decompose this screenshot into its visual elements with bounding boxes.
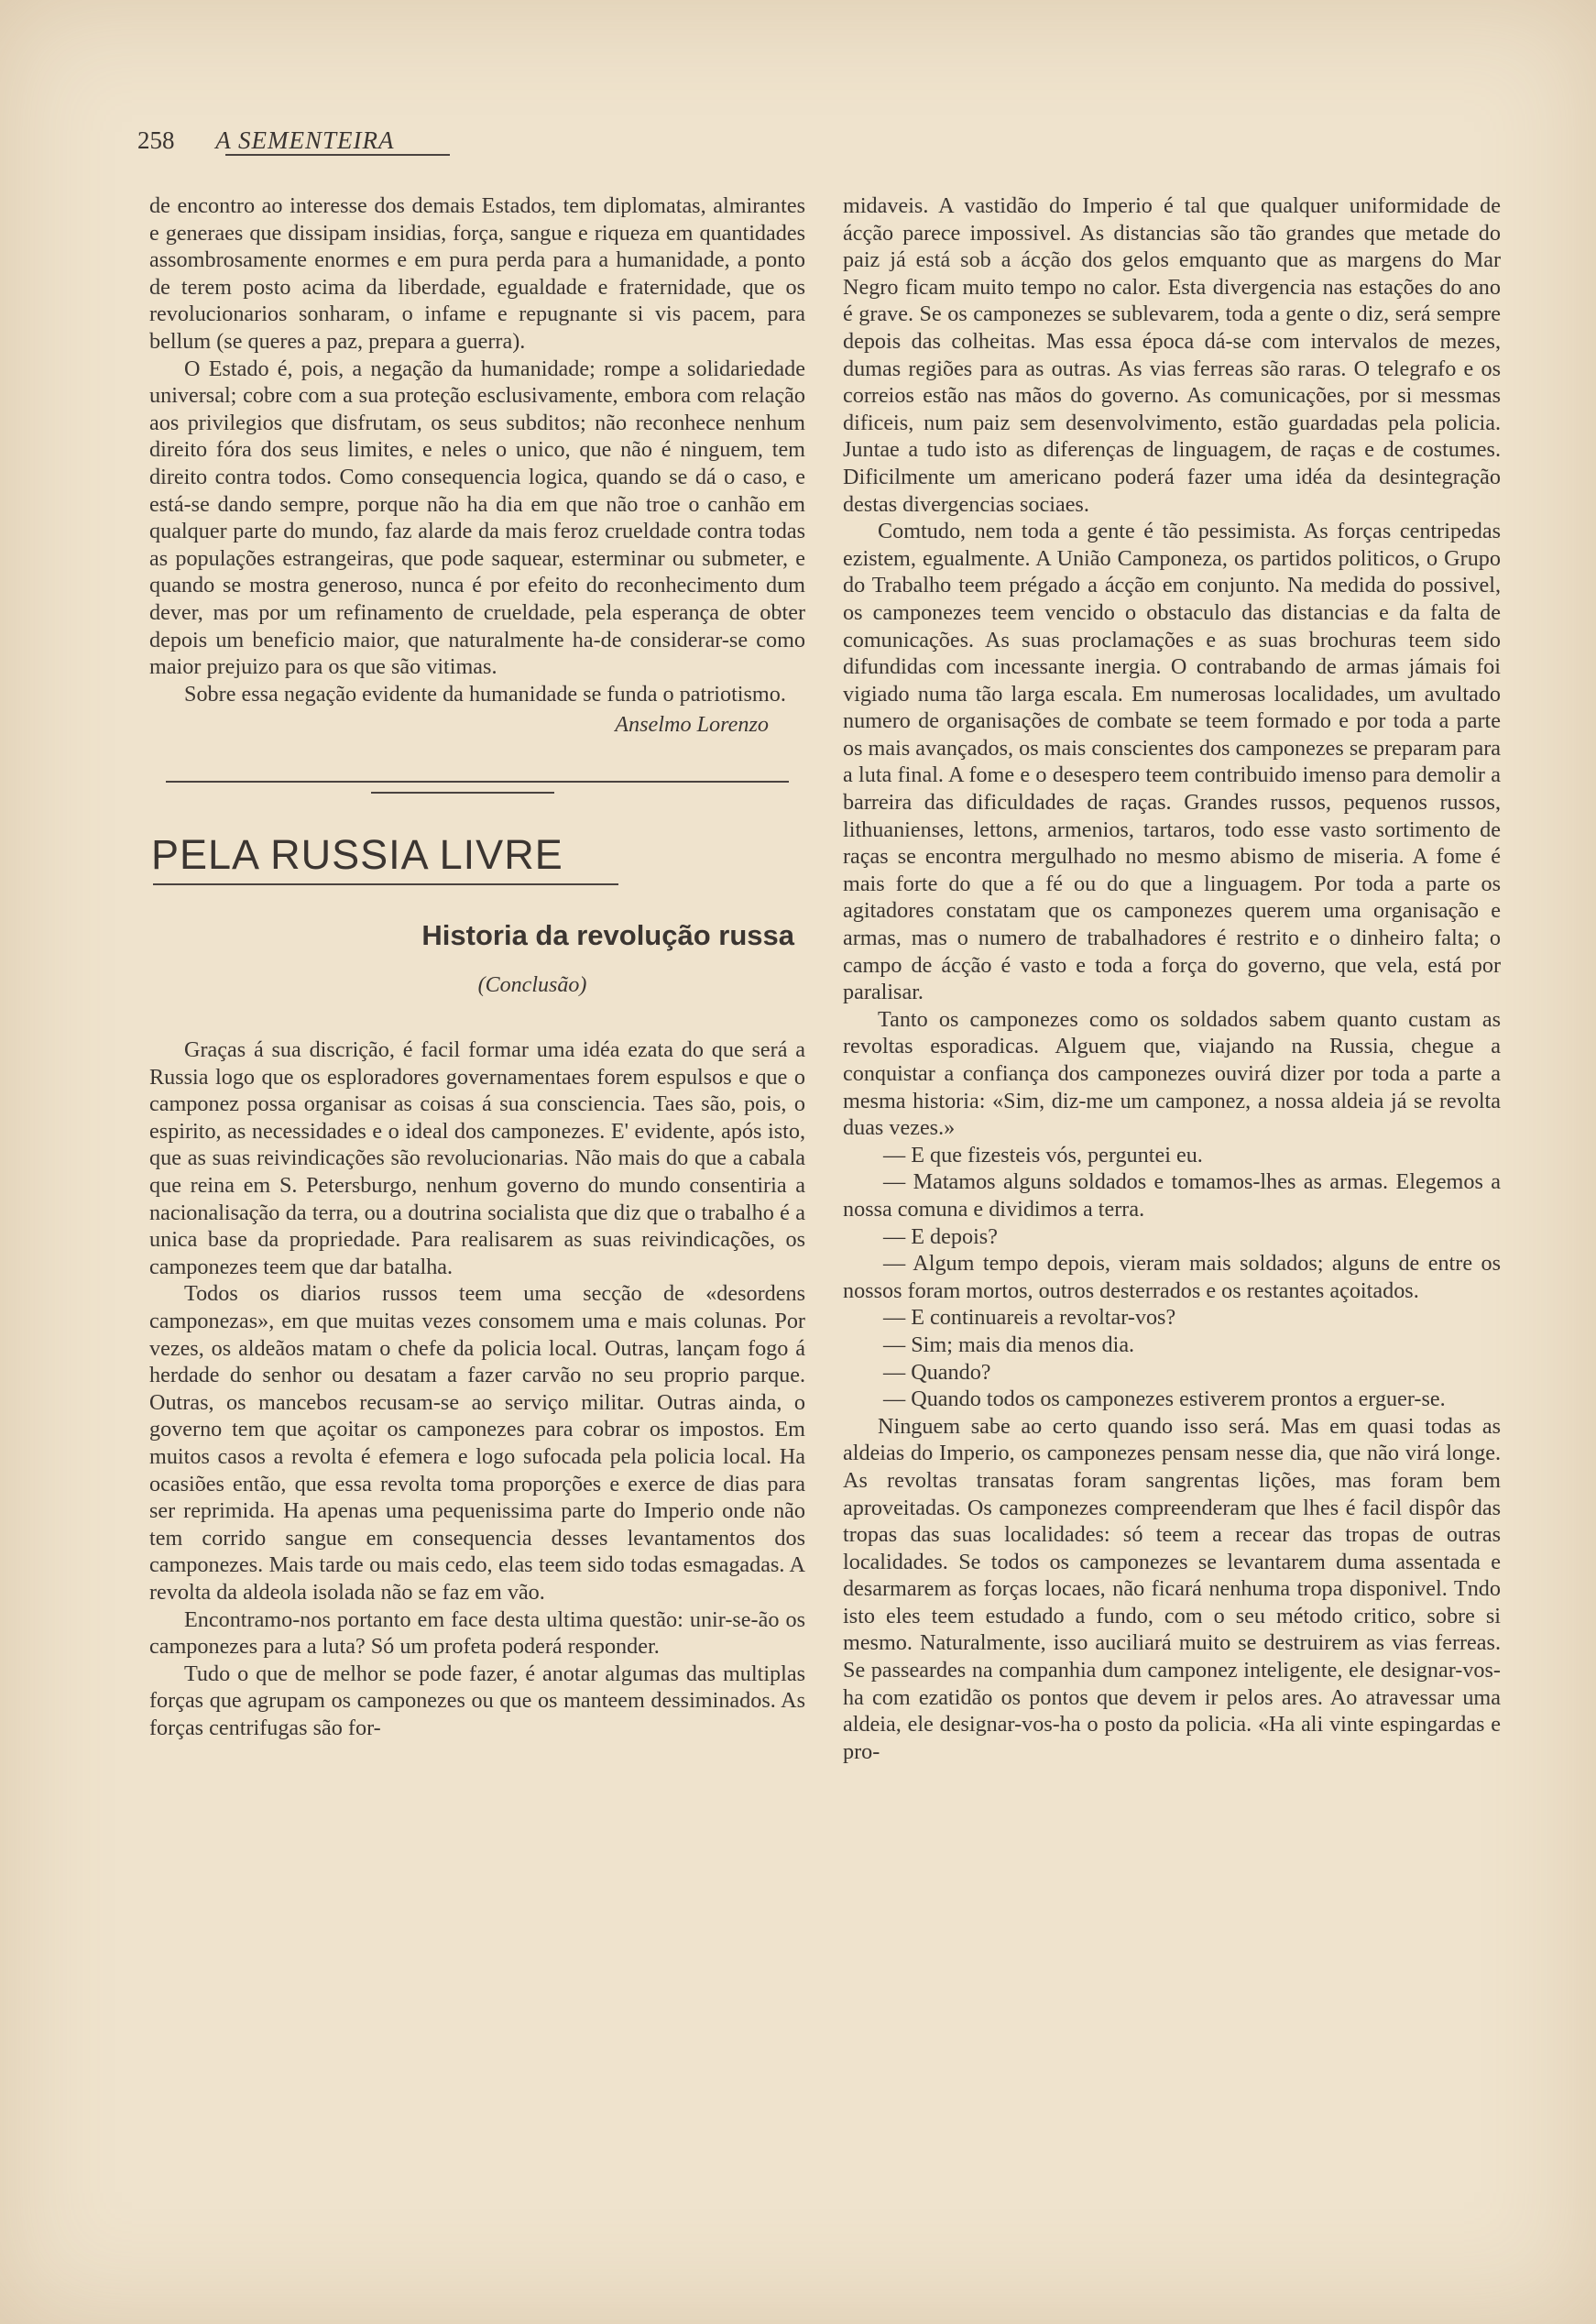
paragraph: Encontramo-nos portanto em face desta ultima questão: unir-se-ão os camponezes para a luta? Só um profeta poderá responder. — [149, 1606, 805, 1660]
paragraph: Graças á sua discrição, é facil formar uma idéa ezata do que será a Russia logo que os esploradores governamentaes forem espulsos e que o camponez possa organisar as coisas á sua consciencia. Taes são, pois, o espirito, as necessidades e o ideal dos camponezes. E' evidente, após isto, que as suas reivindicações são revolucionarias. Não mais do que a cabala que reina em S. Petersburgo, nenhum governo do mundo consentiria a nacionalisação da terra, ou a doutrina socialista que diz que o trabalho é a unica base da propriedade. Para realisarem as suas reivindicações, os camponezes teem que dar batalha. — [149, 1037, 805, 1279]
paragraph: midaveis. A vastidão do Imperio é tal que qualquer uniformidade de ácção parece impossivel. As distancias são tão grandes que metade do paiz já está sob a ácção dos gelos emquanto que as margens do Mar Negro ficam muito tempo no calor. Esta divergencia nas estações do ano é grave. Se os camponezes se sublevarem, toda a gente o diz, será sempre depois das colheitas. Mas essa época dá-se com intervalos de mezes, dumas regiões para as outras. As vias ferreas são raras. O telegrafo e os correios estão nas mãos do governo. As comunicações, por si messmas dificeis, num paiz sem desenvolvimento, estão guardadas pela policia. Juntae a tudo isto as diferenças de linguagem, de raças e de costumes. Dificilmente um americano poderá fazer uma idéa da desintegração destas divergencias sociaes. — [843, 193, 1501, 517]
headline-underline — [153, 883, 618, 885]
paragraph: de encontro ao interesse dos demais Estados, tem diplomatas, almirantes e generaes que dissipam insidias, força, sangue e riqueza em quantidades assombrosamente enormes e em pura perda para a humanidade, a ponto de terem posto acima da liberdade, egualdade e fraternidade, que os revolucionarios sonharam, o infame e repugnante si vis pacem, para bellum (se queres a paz, prepara a guerra). — [149, 193, 805, 354]
dialogue-line: — Quando? — [883, 1359, 991, 1385]
dialogue-line: — Quando todos os camponezes estiverem prontos a erguer-se. — [883, 1387, 1446, 1412]
dialogue-line: — E continuareis a revoltar-vos? — [883, 1305, 1176, 1331]
dialogue-line: — E que fizesteis vós, perguntei eu. — [883, 1142, 1203, 1167]
dialogue-line: — E depois? — [883, 1223, 998, 1249]
paragraph: O Estado é, pois, a negação da humanidade; rompe a solidariedade universal; cobre com a sua proteção esclusivamente, embora com relação aos privilegios que disfrutam, os seus subditos; não reconhece nenhum direito fóra dos seus limites, e neles o unico, que não é ninguem, tem direito contra todos. Como consequencia logica, quando se dá o caso, e está-se dando sempre, porque não ha dia em que não troe o canhão em qualquer parte do mundo, faz alarde da mais feroz crueldade contra todas as populações estrangeiras, que pode saquear, esterminar ou submeter, e quando se mostra generoso, nunca é por efeito do reconhecimento dum dever, mas por um refinamento de crueldade, pela esperança de obter depois um beneficio maior, que naturalmente ha-de considerar-se como maior prejuizo para os que são vitimas. — [149, 356, 805, 680]
paragraph: Tanto os camponezes como os soldados sabem quanto custam as revoltas esporadicas. Alguem que, viajando na Russia, chegue a conquistar a confiança dos camponezes ouvirá dizer por toda a parte a mesma historia: «Sim, diz-me um camponez, a nossa aldeia já se revolta duas vezes.» — [843, 1006, 1501, 1141]
page-header — [137, 126, 394, 155]
paragraph: Sobre essa negação evidente da humanidade se funda o patriotismo. — [184, 681, 786, 707]
page-number: 258 — [137, 126, 175, 154]
paragraph: Ninguem sabe ao certo quando isso será. Mas em quasi todas as aldeias do Imperio, os camponezes pensam nesse dia, que não virá longe. As revoltas transatas foram sangrentas lições, mas foram bem aproveitadas. Os camponezes compreenderam que lhes é facil dispôr das tropas das suas localidades: só teem a recear das tropas de outras localidades. Se todos os camponezes se levantarem duma assentada e desarmarem as forças locaes, não ficará nenhuma tropa disponivel. Tndo isto eles teem estudado a fundo, com o seu método critico, sobre si mesmo. Naturalmente, isso auciliará muito se destruirem as vias ferreas. Se passeardes na companhia dum camponez inteligente, ele designar-vos-ha com ezatidão os pontos que devem ir pelos ares. Ao atravessar uma aldeia, ele designar-vos-ha o posto da policia. «Ha ali vinte espingardas e pro- — [843, 1413, 1501, 1764]
article-headline: PELA RUSSIA LIVRE — [151, 830, 563, 878]
left-column — [149, 192, 805, 1742]
journal-title: A SEMENTEIRA — [215, 126, 395, 154]
dialogue-line: — Algum tempo depois, vieram mais soldados; alguns de entre os nossos foram mortos, outros desterrados e os restantes açoitados. — [843, 1251, 1501, 1303]
dialogue-line: — Matamos alguns soldados e tomamos-lhes as armas. Elegemos a nossa comuna e dividimos a terra. — [843, 1169, 1501, 1222]
article-subheadline: Historia da revolução russa — [421, 918, 794, 951]
paragraph: Tudo o que de melhor se pode fazer, é anotar algumas das multiplas forças que agrupam os camponezes ou que os manteem dessiminados. As forças centrifugas são for- — [149, 1661, 805, 1740]
right-column — [843, 192, 1501, 1765]
paragraph: Comtudo, nem toda a gente é tão pessimista. As forças centripedas ezistem, egualmente. A União Camponeza, os partidos politicos, o Grupo do Trabalho teem prégado a ácção em conjunto. Na medida do possivel, os camponezes teem vencido o obstaculo das distancias e da falta de comunicações. As suas proclamações e as suas brochuras teem sido difundidas com incessante inergia. O contrabando de armas jámais foi vigiado numa tão larga escala. Em numerosas localidades, um avultado numero de organisações de combate se teem formado e por toda a parte os mais avançados, os mais conscientes dos camponezes se preparam para a luta final. A fome e o desespero teem contribuido imenso para demolir a barreira das dificuldades de raças. Grandes russos, pequenos russos, lithuanienses, lettons, armenios, tartaros, todo esse vasto sortimento de raças se encontra mergulhado no mesmo abismo de miseria. A fome é mais forte do que a fé ou do que a linguagem. Por toda a parte os agitadores constatam que os camponezes querem uma organisação e armas, mas o numero de trabalhadores é restrito e o dinheiro falta; o campo de ácção é vasto e toda a força do governo, que vela, está por paralisar. — [843, 519, 1501, 1005]
header-underline — [225, 154, 450, 156]
author-signature: Anselmo Lorenzo — [615, 712, 769, 738]
paragraph: Todos os diarios russos teem uma secção de «desordens camponezas», em que muitas vezes consomem uma e mais colunas. Por vezes, os aldeãos matam o chefe da policia local. Outras, lançam fogo á herdade do senhor ou desatam a fazer carvão no seu proprio parque. Outras, os mancebos recusam-se ao serviço militar. Outras ainda, o governo tem que açoitar os camponezes para cobrar os impostos. Em muitos casos a revolta é efemera e logo sufocada pela policia local. Ha ocasiões então, que essa revolta toma proporções e exerce de dias para ser reprimida. Ha apenas uma pequenissima parte do Imperio onde não tem corrido sangue em consequencia desses levantamentos dos camponezes. Mais tarde ou mais cedo, elas teem sido todas esmagadas. A revolta da aldeola isolada não se faz em vão. — [149, 1281, 805, 1605]
dialogue-line: — Sim; mais dia menos dia. — [883, 1332, 1135, 1357]
section-divider — [149, 761, 805, 823]
continuation-note: (Conclusão) — [477, 973, 587, 998]
